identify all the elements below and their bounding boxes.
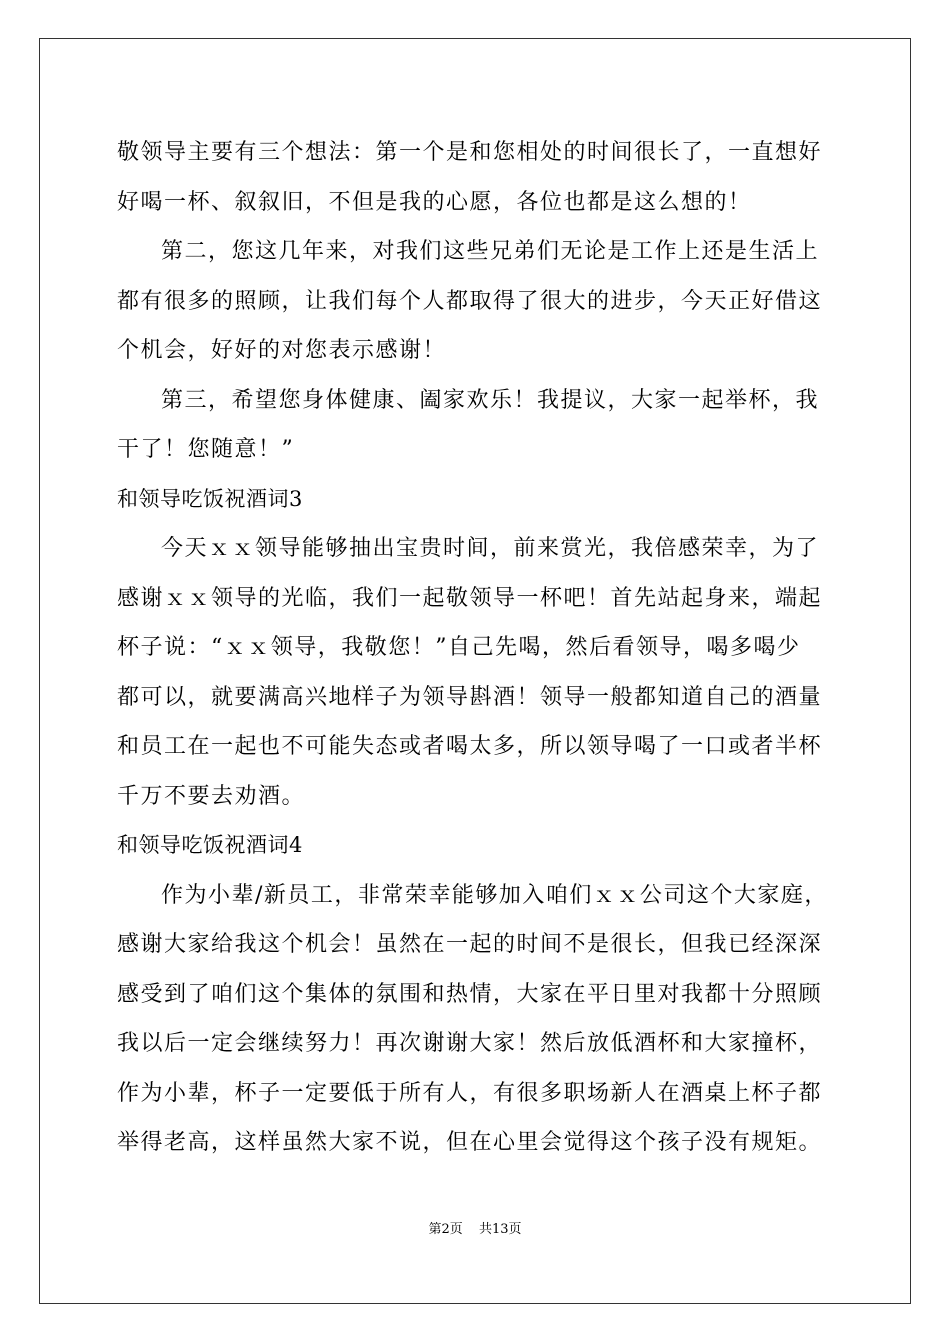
page-number: 第2页 [428, 1222, 463, 1237]
paragraph-line: 和员工在一起也不可能失态或者喝太多，所以领导喝了一口或者半杯 [117, 734, 823, 759]
paragraph-line: 我以后一定会继续努力！再次谢谢大家！然后放低酒杯和大家撞杯， [117, 1031, 823, 1056]
paragraph-line: 第三，希望您身体健康、阖家欢乐！我提议，大家一起举杯，我 [161, 387, 820, 413]
paragraph-line: 干了！您随意！” [117, 437, 295, 462]
paragraph-line: 都可以，就要满高兴地样子为领导斟酒！领导一般都知道自己的酒量 [117, 684, 823, 710]
paragraph-line: 感谢ｘｘ领导的光临，我们一起敬领导一杯吧！首先站起身来，端起 [117, 585, 823, 611]
paragraph-line: 好喝一杯、叙叙旧，不但是我的心愿，各位也都是这么想的！ [117, 189, 752, 215]
paragraph-line: 个机会，好好的对您表示感谢！ [117, 338, 447, 363]
paragraph-line: 今天ｘｘ领导能够抽出宝贵时间，前来赏光，我倍感荣幸，为了 [161, 536, 820, 561]
page-total: 共13页 [478, 1222, 522, 1237]
document-body [117, 128, 837, 1168]
paragraph-line: 作为小辈，杯子一定要低于所有人，有很多职场新人在酒桌上杯子都 [117, 1080, 823, 1106]
page-footer [0, 1218, 950, 1237]
paragraph-line: 作为小辈/新员工，非常荣幸能够加入咱们ｘｘ公司这个大家庭， [161, 882, 828, 908]
paragraph-line: 感受到了咱们这个集体的氛围和热情，大家在平日里对我都十分照顾 [117, 981, 823, 1007]
paragraph-line: 都有很多的照顾，让我们每个人都取得了很大的进步，今天正好借这 [117, 288, 823, 314]
paragraph-line: 杯子说：“ｘｘ领导，我敬您！”自己先喝，然后看领导，喝多喝少 [117, 635, 801, 660]
paragraph-line: 举得老高，这样虽然大家不说，但在心里会觉得这个孩子没有规矩。 [117, 1130, 823, 1155]
paragraph-line: 感谢大家给我这个机会！虽然在一起的时间不是很长，但我已经深深 [117, 932, 823, 957]
section-heading: 和领导吃饭祝酒词3 [117, 486, 303, 511]
paragraph-line: 千万不要去劝酒。 [117, 783, 306, 809]
section-heading: 和领导吃饭祝酒词4 [117, 833, 303, 857]
paragraph-line: 第二，您这几年来，对我们这些兄弟们无论是工作上还是生活上 [161, 239, 820, 264]
paragraph-line: 敬领导主要有三个想法：第一个是和您相处的时间很长了，一直想好 [117, 140, 823, 165]
